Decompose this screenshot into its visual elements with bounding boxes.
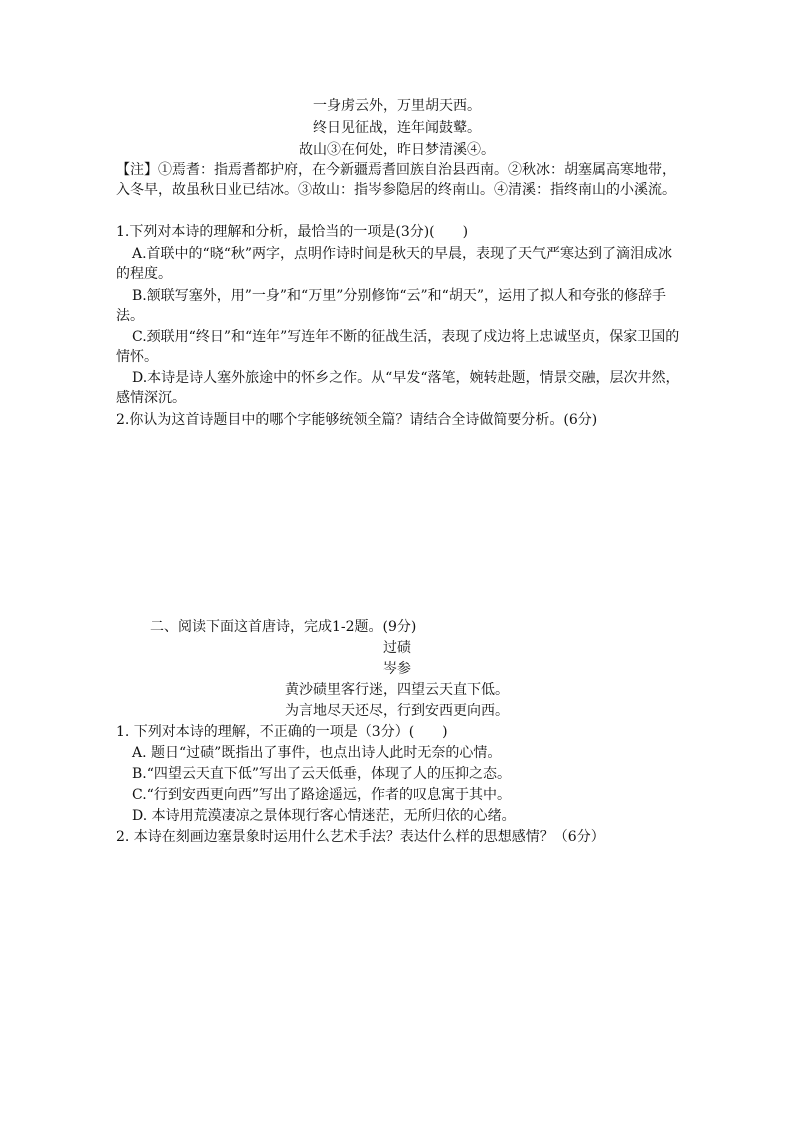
option-c: C.颈联用“终日”和“连年”写连年不断的征战生活，表现了戍边将上忠诚坚贞，保家卫国的情怀。 bbox=[116, 329, 680, 365]
poem-line: 终日见征战，连年闻鼓鼙。 bbox=[313, 120, 481, 136]
option-b: B.“四望云天直下低”写出了云天低垂，体现了人的压抑之态。 bbox=[132, 766, 512, 782]
question-1-stem: 1.下列对本诗的理解和分析，最恰当的一项是(3分)( ) bbox=[116, 224, 469, 240]
poem-line: 黄沙碛里客行迷，四望云天直下低。 bbox=[285, 682, 509, 698]
option-a: A.首联中的“晓“秋”两字，点明作诗时间是秋天的早晨，表现了天气严寒达到了滴泪成冰的程度。 bbox=[116, 246, 673, 282]
option-d: D. 本诗用荒漠凄凉之景体现行客心情迷茫，无所归依的心绪。 bbox=[132, 808, 516, 824]
option-c: C.“行到安西更向西”写出了路途遥远，作者的叹息寓于其中。 bbox=[132, 787, 511, 803]
poem-title: 过碛 bbox=[383, 640, 411, 656]
poem-line: 一身虏云外，万里胡天西。 bbox=[313, 98, 481, 114]
question-2: 2.你认为这首诗题目中的哪个字能够统领全篇？请结合全诗做简要分析。(6分) bbox=[116, 412, 598, 428]
poem-author: 岑参 bbox=[383, 661, 411, 677]
question-2: 2. 本诗在刻画边塞景象时运用什么艺术手法？表达什么样的思想感情？（6分） bbox=[116, 829, 605, 845]
section-heading: 二、阅读下面这首唐诗，完成1-2题。(9分) bbox=[150, 619, 417, 635]
poem-line: 故山③在何处，昨日梦清溪④。 bbox=[299, 142, 495, 158]
option-d: D.本诗是诗人塞外旅途中的怀乡之作。从“早发“落笔，婉转赴题，情景交融，层次井然，感情深沉。 bbox=[116, 370, 680, 406]
poem-line: 为言地尽天还尽，行到安西更向西。 bbox=[285, 703, 509, 719]
option-a: A. 题日“过碛”既指出了事件，也点出诗人此时无奈的心情。 bbox=[132, 745, 502, 761]
poem-note: 【注】①焉耆：指焉耆都护府，在今新疆焉耆回族自治县西南。②秋冰：胡塞属高寒地带，入冬早，故虽秋日业已结冰。③故山：指岑参隐居的终南山。④清溪：指终南山的小溪流。 bbox=[116, 162, 676, 198]
option-b: B.颔联写塞外，用”一身”和“万里”分别修饰“云”和“胡天”，运用了拟人和夸张的修辞手法。 bbox=[116, 288, 666, 324]
question-1-stem: 1. 下列对本诗的理解，不正确的一项是（3分）( ) bbox=[116, 724, 448, 740]
